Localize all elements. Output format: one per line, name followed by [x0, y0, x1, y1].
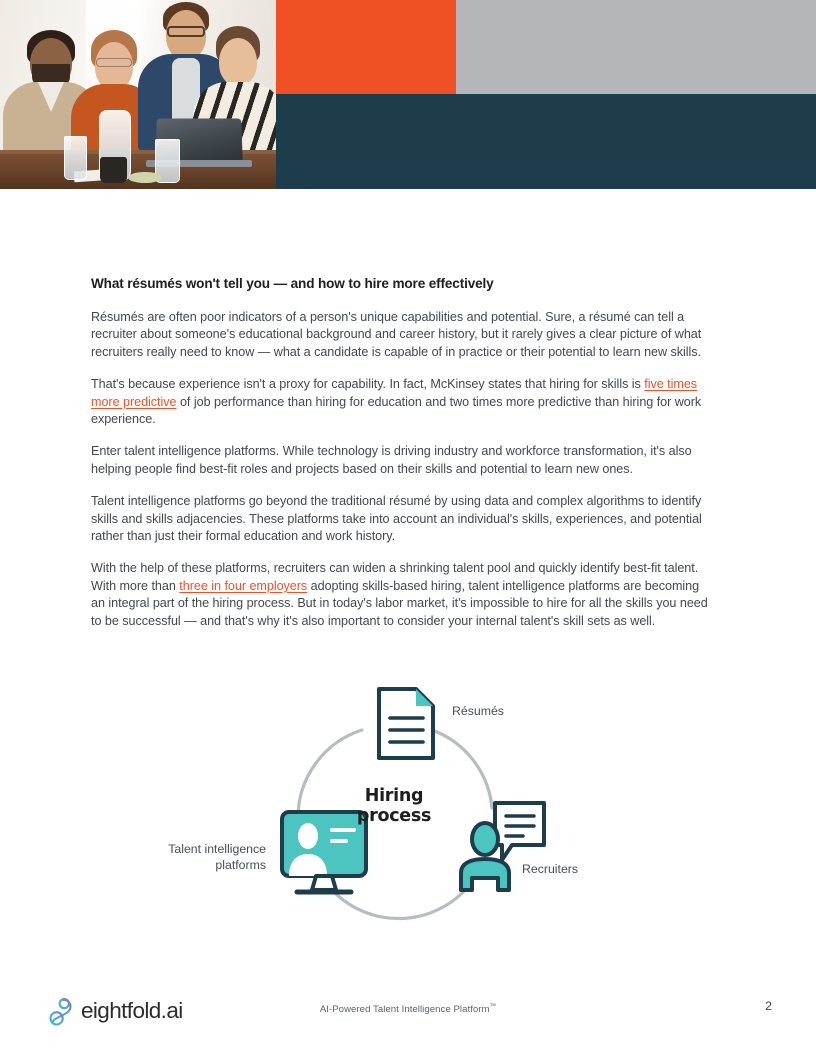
diagram-center-label [342, 786, 446, 826]
page-number: 2 [765, 999, 772, 1013]
arc-platforms-to-recruiters [332, 882, 472, 919]
body-paragraph: Enter talent intelligence platforms. While technology is driving industry and workforce transformation, it's also helping people find best-fit roles and projects based on their skills and potential to learn new ones. [91, 444, 692, 476]
header-banner [0, 0, 816, 189]
page-title: What résumés won't tell you — and how to hire more effectively [91, 276, 494, 291]
photo-coffee-cup [100, 157, 127, 183]
banner-dark-teal-block [275, 94, 816, 189]
eightfold-logo-text: eightfold.ai [81, 998, 183, 1023]
diagram-label-resumes: Résumés [452, 704, 504, 718]
photo-person-head [219, 38, 257, 86]
inline-link[interactable]: five times more predictive [91, 377, 698, 409]
photo-person-glasses [96, 58, 132, 67]
document-icon [379, 689, 433, 758]
banner-orange-block [275, 0, 456, 94]
banner-photo [0, 0, 276, 189]
body-paragraph: Résumés are often poor indicators of a person's unique capabilities and potential. Sure, a résumé can tell a recruiter about someone's educational background and career history, but it rarely gives a clear picture of what recruiters really need to know — what a candidate is capable of in practice or their potential to learn new skills. [91, 309, 702, 359]
diagram-center-line-1: Hiring [364, 786, 424, 806]
body-paragraph: Talent intelligence platforms go beyond the traditional résumé by using data and complex algorithms to identify skills and skills adjacencies. These platforms take into account an individual's skills, experiences, and potential rather than just their formal education and work history. [91, 494, 702, 544]
footer-tagline-text: AI-Powered Talent Intelligence Platform [319, 1004, 490, 1016]
article-body [91, 276, 713, 630]
diagram-label-recruiters: Recruiters [522, 862, 579, 876]
trademark-symbol: ™ [489, 1003, 497, 1010]
body-paragraph: That's because experience isn't a proxy for capability. In fact, McKinsey states that hiring for skills is five times more predictive of job performance than hiring for education and two times more predictive than hiring for work experience. [91, 377, 702, 427]
footer-tagline [0, 1003, 816, 1015]
body-paragraph: With the help of these platforms, recruiters can widen a shrinking talent pool and quickly identify best-fit talent. With more than three in four employers adopting skills-based hiring, talent intelligence platforms are becoming an integral part of the hiring process. But in today's labor market, it's impossible to hire for all the skills you need to be successful — and that's why it's also important to consider your internal talent's skill sets as well. [91, 561, 708, 628]
diagram-center-line-2: process [356, 806, 432, 826]
page-footer [0, 982, 816, 1056]
photo-plate [128, 172, 162, 183]
photo-glass [64, 136, 87, 180]
paragraph-list [91, 309, 713, 630]
diagram-label-platforms: Talent intelligence platforms [168, 842, 266, 872]
hiring-process-diagram [140, 668, 620, 930]
inline-link[interactable]: three in four employers [179, 578, 308, 593]
